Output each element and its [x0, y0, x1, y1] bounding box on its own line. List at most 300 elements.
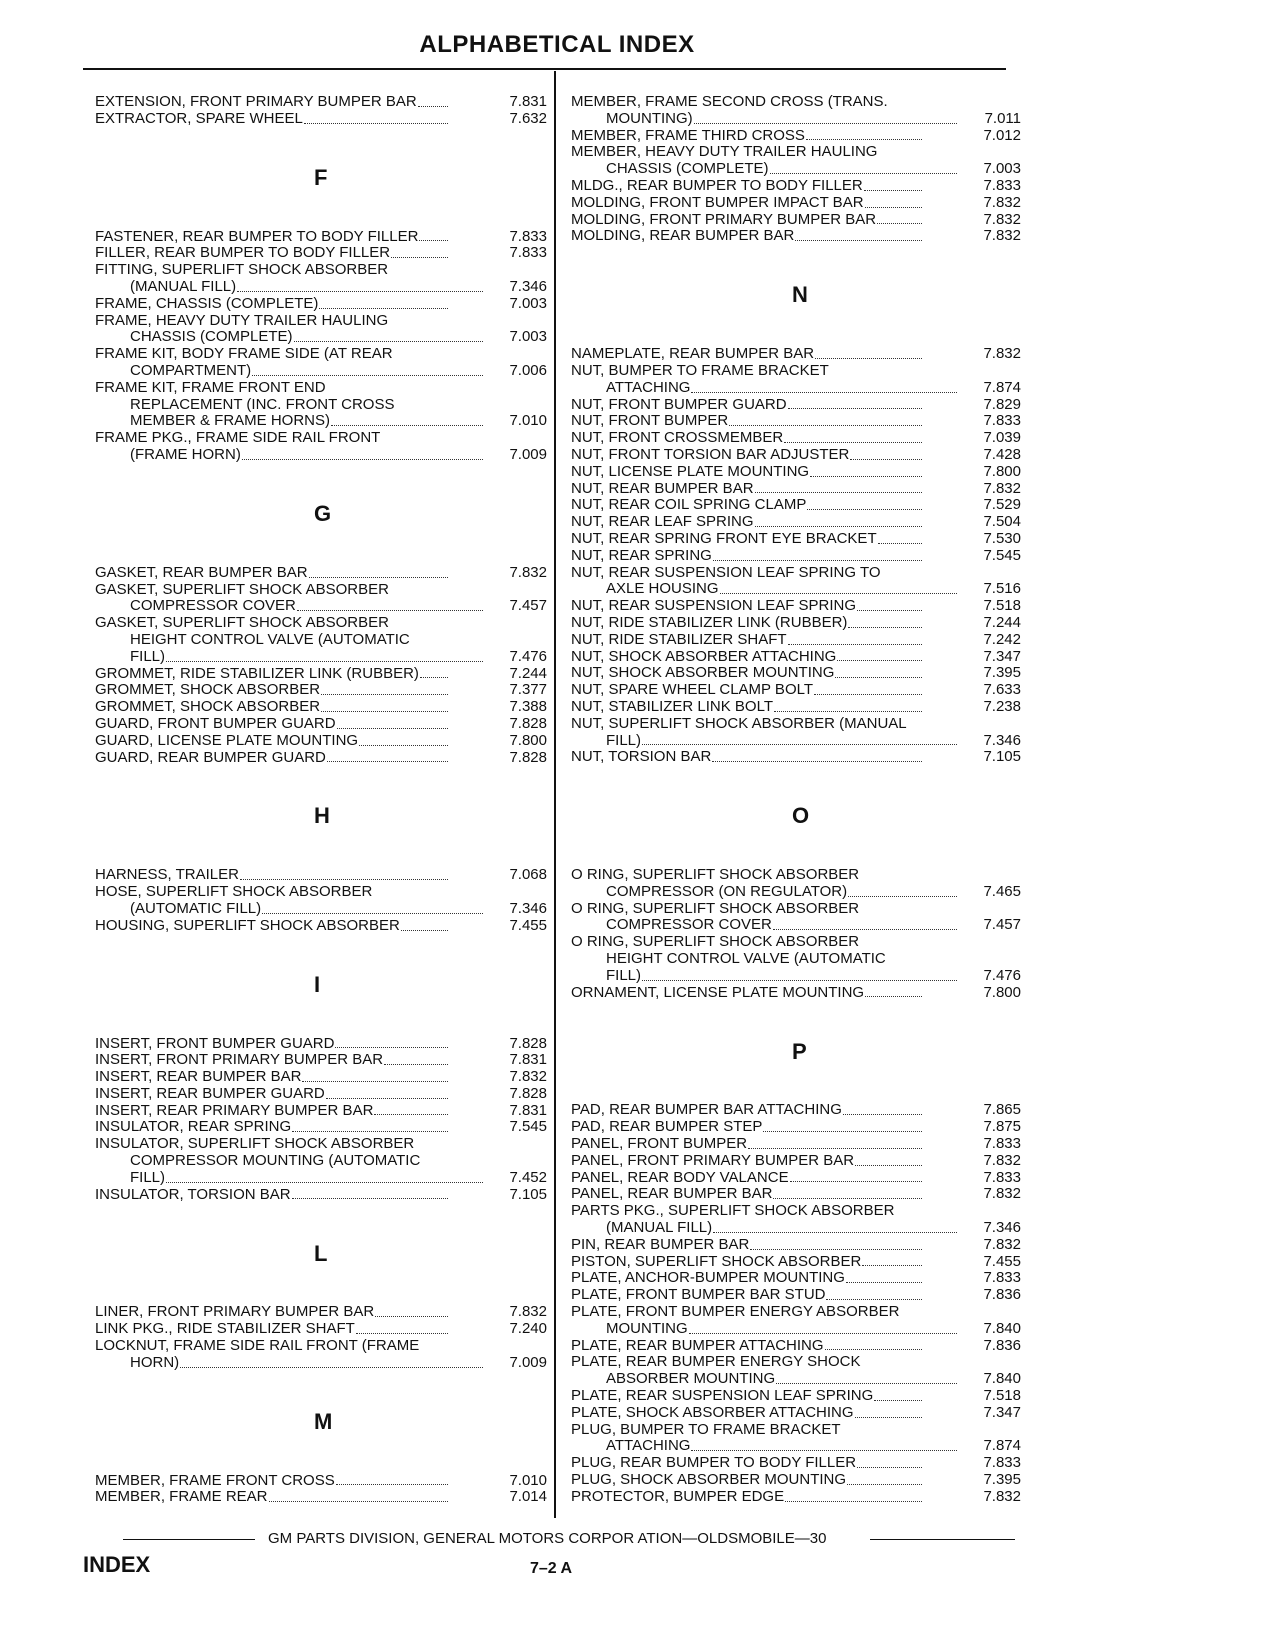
index-entry [571, 128, 1021, 145]
entry-text: PANEL, REAR BUMPER BAR [571, 1185, 773, 1203]
dot-leader [302, 1081, 448, 1082]
entry-text: NUT, SPARE WHEEL CLAMP BOLT [571, 681, 813, 699]
entry-text: COMPRESSOR MOUNTING (AUTOMATIC [130, 1152, 421, 1170]
dot-leader [694, 123, 957, 124]
dot-leader [855, 1417, 922, 1418]
entry-text: GASKET, SUPERLIFT SHOCK ABSORBER [95, 614, 389, 632]
entry-text: GASKET, SUPERLIFT SHOCK ABSORBER [95, 580, 389, 598]
entry-page-ref: 7.833 [983, 1454, 1021, 1472]
index-entry [571, 649, 1021, 666]
entry-text: PANEL, REAR BODY VALANCE [571, 1168, 789, 1186]
dot-leader [294, 341, 483, 342]
entry-text: PARTS PKG., SUPERLIFT SHOCK ABSORBER [571, 1202, 895, 1220]
dot-leader [788, 408, 922, 409]
entry-text: NUT, RIDE STABILIZER LINK (RUBBER) [571, 613, 848, 631]
footer-rule-right [870, 1539, 1015, 1540]
index-entry [571, 1388, 1021, 1405]
entry-text: NUT, STABILIZER LINK BOLT [571, 697, 773, 715]
index-entry [571, 1489, 1021, 1506]
entry-page-ref: 7.011 [984, 109, 1021, 127]
index-entry [95, 1136, 547, 1186]
entry-text: ABSORBER MOUNTING [606, 1370, 776, 1388]
entry-text: PAD, REAR BUMPER STEP [571, 1118, 763, 1136]
dot-leader [331, 425, 483, 426]
index-entry [571, 144, 1021, 178]
entry-text: PROTECTOR, BUMPER EDGE [571, 1487, 785, 1505]
dot-leader [864, 190, 922, 191]
entry-page-ref: 7.831 [509, 1051, 547, 1069]
entry-text: MLDG., REAR BUMPER TO BODY FILLER [571, 176, 863, 194]
dot-leader [865, 207, 922, 208]
index-entry [95, 380, 547, 430]
index-entry [571, 682, 1021, 699]
entry-text: LINER, FRONT PRIMARY BUMPER BAR [95, 1303, 375, 1321]
entry-page-ref: 7.003 [509, 328, 547, 346]
index-entry [571, 1153, 1021, 1170]
title-rule [83, 68, 1006, 70]
index-entry [571, 447, 1021, 464]
entry-page-ref: 7.865 [983, 1101, 1021, 1119]
index-entry [571, 212, 1021, 229]
dot-leader [292, 1198, 448, 1199]
entry-text: MEMBER, FRAME FRONT CROSS [95, 1471, 335, 1489]
entry-text: PISTON, SUPERLIFT SHOCK ABSORBER [571, 1252, 862, 1270]
dot-leader [814, 694, 922, 695]
entry-page-ref: 7.346 [509, 899, 547, 917]
index-entry [571, 985, 1021, 1002]
entry-text: PLATE, REAR SUSPENSION LEAF SPRING [571, 1387, 874, 1405]
dot-leader [815, 358, 922, 359]
entry-page-ref: 7.476 [983, 966, 1021, 984]
entry-text: NUT, FRONT TORSION BAR ADJUSTER [571, 445, 850, 463]
entry-text: O RING, SUPERLIFT SHOCK ABSORBER [571, 899, 860, 917]
dot-leader [237, 291, 483, 292]
entry-text: FILLER, REAR BUMPER TO BODY FILLER [95, 244, 391, 262]
entry-text: PANEL, FRONT PRIMARY BUMPER BAR [571, 1151, 855, 1169]
entry-text: NUT, LICENSE PLATE MOUNTING [571, 462, 810, 480]
dot-leader [810, 476, 922, 477]
index-entry [95, 666, 547, 683]
page-number: 7–2 A [530, 1560, 573, 1577]
entry-page-ref: 7.010 [509, 412, 547, 430]
entry-page-ref: 7.831 [509, 1101, 547, 1119]
dot-leader [297, 610, 483, 611]
index-entry [571, 497, 1021, 514]
dot-leader [848, 896, 957, 897]
index-entry [571, 1170, 1021, 1187]
entry-page-ref: 7.009 [509, 445, 547, 463]
entry-text: FRAME KIT, FRAME FRONT END [95, 378, 326, 396]
entry-page-ref: 7.455 [509, 916, 547, 934]
entry-text: CHASSIS (COMPLETE) [606, 160, 769, 178]
index-entry [95, 111, 547, 128]
section-letter: F [314, 164, 328, 190]
index-entry [95, 565, 547, 582]
entry-page-ref: 7.833 [509, 244, 547, 262]
section-letter: M [314, 1408, 333, 1434]
entry-text: REPLACEMENT (INC. FRONT CROSS [130, 395, 395, 413]
entry-text: (MANUAL FILL) [606, 1219, 713, 1237]
index-entry [95, 1036, 547, 1053]
entry-page-ref: 7.832 [509, 1068, 547, 1086]
dot-leader [862, 1265, 922, 1266]
dot-leader [755, 526, 922, 527]
entry-page-ref: 7.395 [983, 664, 1021, 682]
dot-leader [785, 1501, 922, 1502]
dot-leader [401, 930, 448, 931]
entry-text: O RING, SUPERLIFT SHOCK ABSORBER [571, 933, 860, 951]
index-entry [571, 363, 1021, 397]
entry-page-ref: 7.832 [983, 193, 1021, 211]
entry-page-ref: 7.068 [509, 866, 547, 884]
entry-text: EXTRACTOR, SPARE WHEEL [95, 109, 303, 127]
dot-leader [326, 1098, 448, 1099]
entry-page-ref: 7.832 [509, 563, 547, 581]
dot-leader [825, 1349, 922, 1350]
index-entry [95, 1119, 547, 1136]
entry-text: NUT, REAR SUSPENSION LEAF SPRING [571, 597, 857, 615]
dot-leader [359, 745, 448, 746]
entry-page-ref: 7.346 [509, 277, 547, 295]
page-title: ALPHABETICAL INDEX [419, 31, 695, 58]
entry-page-ref: 7.455 [983, 1252, 1021, 1270]
entry-text: INSULATOR, REAR SPRING [95, 1118, 292, 1136]
index-entry [571, 1304, 1021, 1338]
index-entry [95, 229, 547, 246]
dot-leader [713, 560, 922, 561]
entry-text: (FRAME HORN) [130, 445, 241, 463]
dot-leader [847, 1484, 922, 1485]
dot-leader [877, 223, 922, 224]
entry-page-ref: 7.545 [509, 1118, 547, 1136]
entry-text: (MANUAL FILL) [130, 277, 237, 295]
index-entry [571, 1422, 1021, 1456]
entry-text: GUARD, FRONT BUMPER GUARD [95, 714, 336, 732]
index-entry [571, 413, 1021, 430]
dot-leader [180, 1367, 483, 1368]
index-entry [95, 733, 547, 750]
entry-page-ref: 7.476 [509, 647, 547, 665]
entry-text: GUARD, REAR BUMPER GUARD [95, 748, 326, 766]
dot-leader [252, 375, 483, 376]
index-entry [571, 1405, 1021, 1422]
entry-text: FITTING, SUPERLIFT SHOCK ABSORBER [95, 261, 389, 279]
index-entry [571, 228, 1021, 245]
entry-page-ref: 7.833 [983, 176, 1021, 194]
dot-leader [319, 308, 448, 309]
dot-leader [750, 1249, 922, 1250]
entry-page-ref: 7.395 [983, 1471, 1021, 1488]
dot-leader [321, 711, 448, 712]
entry-page-ref: 7.833 [983, 412, 1021, 430]
dot-leader [773, 929, 957, 930]
entry-text: INSERT, FRONT BUMPER GUARD [95, 1034, 335, 1052]
dot-leader [835, 677, 922, 678]
entry-text: LOCKNUT, FRAME SIDE RAIL FRONT (FRAME [95, 1337, 420, 1355]
entry-page-ref: 7.828 [509, 1084, 547, 1102]
entry-text: INSULATOR, SUPERLIFT SHOCK ABSORBER [95, 1135, 415, 1153]
index-entry [95, 582, 547, 616]
entry-text: MEMBER & FRAME HORNS) [130, 412, 331, 430]
entry-page-ref: 7.833 [983, 1168, 1021, 1186]
dot-leader [356, 1333, 448, 1334]
dot-leader [848, 627, 922, 628]
index-entry [571, 1287, 1021, 1304]
entry-text: HOSE, SUPERLIFT SHOCK ABSORBER [95, 883, 373, 901]
index-entry [95, 94, 547, 111]
entry-text: O RING, SUPERLIFT SHOCK ABSORBER [571, 866, 860, 884]
entry-text: NUT, SHOCK ABSORBER ATTACHING [571, 647, 837, 665]
entry-text: GROMMET, RIDE STABILIZER LINK (RUBBER) [95, 664, 419, 682]
entry-page-ref: 7.832 [983, 345, 1021, 363]
entry-text: PAD, REAR BUMPER BAR ATTACHING [571, 1101, 842, 1119]
entry-text: PLATE, REAR BUMPER ENERGY SHOCK [571, 1353, 861, 1371]
dot-leader [773, 1198, 922, 1199]
entry-page-ref: 7.347 [983, 647, 1021, 665]
entry-page-ref: 7.504 [983, 513, 1021, 531]
dot-leader [269, 1501, 448, 1502]
dot-leader [689, 1333, 957, 1334]
index-entry [571, 1119, 1021, 1136]
entry-page-ref: 7.828 [509, 714, 547, 732]
dot-leader [384, 1064, 448, 1065]
section-letter: I [314, 971, 321, 997]
index-entry [95, 1489, 547, 1506]
dot-leader [857, 610, 922, 611]
entry-text: AXLE HOUSING [606, 580, 719, 598]
dot-leader [720, 593, 957, 594]
dot-leader [850, 459, 922, 460]
entry-text: MOLDING, FRONT BUMPER IMPACT BAR [571, 193, 864, 211]
dot-leader [874, 1400, 922, 1401]
entry-text: FILL) [606, 966, 642, 984]
entry-page-ref: 7.800 [983, 462, 1021, 480]
index-entry [571, 481, 1021, 498]
index-entry [571, 430, 1021, 447]
entry-page-ref: 7.832 [983, 1151, 1021, 1169]
entry-text: ATTACHING [606, 1437, 691, 1455]
index-entry [571, 615, 1021, 632]
dot-leader [806, 139, 922, 140]
entry-text: PLATE, ANCHOR-BUMPER MOUNTING [571, 1269, 845, 1287]
index-entry [571, 1472, 1021, 1489]
entry-text: HEIGHT CONTROL VALVE (AUTOMATIC [130, 630, 410, 648]
dot-leader [770, 173, 957, 174]
entry-page-ref: 7.242 [983, 630, 1021, 648]
index-entry [95, 296, 547, 313]
entry-page-ref: 7.428 [983, 445, 1021, 463]
entry-text: MOUNTING) [606, 109, 693, 127]
entry-text: NUT, RIDE STABILIZER SHAFT [571, 630, 787, 648]
dot-leader [774, 711, 922, 712]
entry-text: INSERT, FRONT PRIMARY BUMPER BAR [95, 1051, 384, 1069]
entry-page-ref: 7.530 [983, 529, 1021, 547]
index-entry [571, 1186, 1021, 1203]
dot-leader [337, 728, 448, 729]
index-entry [571, 1270, 1021, 1287]
index-entry [571, 901, 1021, 935]
index-column-right [571, 94, 1021, 1506]
entry-text: GROMMET, SHOCK ABSORBER [95, 698, 321, 716]
entry-page-ref: 7.836 [983, 1286, 1021, 1304]
dot-leader [855, 1165, 922, 1166]
section-letter: H [314, 803, 330, 829]
index-entry [95, 750, 547, 767]
index-entry [571, 1254, 1021, 1271]
index-entry [95, 699, 547, 716]
entry-page-ref: 7.518 [983, 597, 1021, 615]
entry-text: PLATE, FRONT BUMPER BAR STUD [571, 1286, 826, 1304]
index-entry [571, 1338, 1021, 1355]
entry-page-ref: 7.006 [509, 361, 547, 379]
entry-page-ref: 7.012 [983, 126, 1021, 144]
index-entry [571, 665, 1021, 682]
entry-text: NUT, FRONT BUMPER [571, 412, 729, 430]
column-divider [554, 71, 556, 1518]
entry-text: HOUSING, SUPERLIFT SHOCK ABSORBER [95, 916, 400, 934]
entry-text: NAMEPLATE, REAR BUMPER BAR [571, 345, 815, 363]
entry-page-ref: 7.829 [983, 395, 1021, 413]
index-entry [571, 346, 1021, 363]
dot-leader [691, 392, 957, 393]
entry-page-ref: 7.377 [509, 681, 547, 699]
dot-leader [642, 980, 957, 981]
entry-page-ref: 7.833 [983, 1135, 1021, 1153]
index-entry [571, 195, 1021, 212]
entry-page-ref: 7.244 [509, 664, 547, 682]
dot-leader [375, 1316, 448, 1317]
entry-text: PLUG, SHOCK ABSORBER MOUNTING [571, 1471, 847, 1488]
entry-page-ref: 7.832 [983, 227, 1021, 245]
index-entry [95, 262, 547, 296]
index-entry [571, 598, 1021, 615]
entry-page-ref: 7.009 [509, 1353, 547, 1371]
entry-text: COMPRESSOR COVER [606, 916, 772, 934]
dot-leader [374, 1114, 448, 1115]
entry-text: NUT, FRONT BUMPER GUARD [571, 395, 787, 413]
entry-page-ref: 7.039 [983, 429, 1021, 447]
entry-text: FILL) [130, 1168, 166, 1186]
entry-text: HORN) [130, 1353, 180, 1371]
entry-page-ref: 7.244 [983, 613, 1021, 631]
section-label: INDEX [83, 1552, 151, 1577]
entry-page-ref: 7.874 [983, 1437, 1021, 1455]
entry-text: PLATE, REAR BUMPER ATTACHING [571, 1336, 824, 1354]
entry-text: NUT, REAR BUMPER BAR [571, 479, 754, 497]
entry-text: ATTACHING [606, 378, 691, 396]
dot-leader [391, 257, 448, 258]
entry-page-ref: 7.874 [983, 378, 1021, 396]
dot-leader [240, 879, 448, 880]
dot-leader [826, 1299, 922, 1300]
index-entry [95, 430, 547, 464]
entry-page-ref: 7.832 [983, 1185, 1021, 1203]
entry-text: PANEL, FRONT BUMPER [571, 1135, 748, 1153]
entry-text: INSERT, REAR BUMPER BAR [95, 1068, 302, 1086]
dot-leader [262, 913, 483, 914]
entry-page-ref: 7.831 [509, 93, 547, 110]
dot-leader [748, 1148, 922, 1149]
index-entry [95, 1069, 547, 1086]
entry-text: INSERT, REAR BUMPER GUARD [95, 1084, 325, 1102]
entry-text: PLUG, BUMPER TO FRAME BRACKET [571, 1420, 841, 1438]
entry-page-ref: 7.832 [509, 1303, 547, 1321]
entry-text: NUT, REAR COIL SPRING CLAMP [571, 496, 807, 514]
dot-leader [846, 1282, 922, 1283]
entry-text: EXTENSION, FRONT PRIMARY BUMPER BAR [95, 93, 417, 110]
dot-leader [242, 459, 483, 460]
index-entry [95, 1473, 547, 1490]
entry-page-ref: 7.346 [983, 1219, 1021, 1237]
index-entry [571, 749, 1021, 766]
index-entry [95, 716, 547, 733]
index-entry [571, 1455, 1021, 1472]
dot-leader [304, 123, 448, 124]
index-entry [571, 934, 1021, 984]
index-entry [571, 94, 1021, 128]
dot-leader [292, 1131, 448, 1132]
index-column-left [95, 94, 547, 1506]
entry-page-ref: 7.347 [983, 1403, 1021, 1421]
entry-text: NUT, REAR SPRING FRONT EYE BRACKET [571, 529, 877, 547]
entry-text: PLUG, REAR BUMPER TO BODY FILLER [571, 1454, 857, 1472]
entry-page-ref: 7.010 [509, 1471, 547, 1489]
index-entry [95, 615, 547, 665]
dot-leader [755, 492, 922, 493]
dot-leader [335, 1047, 448, 1048]
index-entry [95, 346, 547, 380]
entry-text: LINK PKG., RIDE STABILIZER SHAFT [95, 1320, 355, 1338]
entry-text: GUARD, LICENSE PLATE MOUNTING [95, 731, 359, 749]
entry-page-ref: 7.840 [983, 1370, 1021, 1388]
entry-page-ref: 7.833 [983, 1269, 1021, 1287]
dot-leader [837, 660, 922, 661]
entry-text: PLATE, SHOCK ABSORBER ATTACHING [571, 1403, 854, 1421]
entry-text: FRAME PKG., FRAME SIDE RAIL FRONT [95, 429, 381, 447]
section-letter: N [792, 282, 808, 308]
index-entry [571, 1237, 1021, 1254]
section-letter: L [314, 1240, 328, 1266]
index-entry [571, 632, 1021, 649]
entry-page-ref: 7.832 [983, 1235, 1021, 1253]
entry-page-ref: 7.832 [983, 1487, 1021, 1505]
entry-text: FRAME, CHASSIS (COMPLETE) [95, 294, 319, 312]
index-entry [95, 1086, 547, 1103]
entry-page-ref: 7.452 [509, 1168, 547, 1186]
index-entry [571, 1102, 1021, 1119]
index-entry [571, 1354, 1021, 1388]
entry-page-ref: 7.105 [983, 748, 1021, 766]
index-entry [571, 178, 1021, 195]
dot-leader [418, 106, 448, 107]
dot-leader [807, 509, 922, 510]
entry-text: COMPRESSOR (ON REGULATOR) [606, 882, 848, 900]
index-entry [95, 918, 547, 935]
dot-leader [713, 1232, 957, 1233]
entry-page-ref: 7.105 [509, 1185, 547, 1203]
entry-page-ref: 7.014 [509, 1488, 547, 1506]
entry-page-ref: 7.633 [983, 681, 1021, 699]
entry-text: MOLDING, REAR BUMPER BAR [571, 227, 795, 245]
entry-text: INSERT, REAR PRIMARY BUMPER BAR [95, 1101, 374, 1119]
index-entry [571, 699, 1021, 716]
entry-page-ref: 7.833 [509, 227, 547, 245]
index-entry [95, 245, 547, 262]
index-entry [95, 867, 547, 884]
entry-text: GROMMET, SHOCK ABSORBER [95, 681, 321, 699]
index-entry [95, 1321, 547, 1338]
entry-page-ref: 7.832 [983, 479, 1021, 497]
